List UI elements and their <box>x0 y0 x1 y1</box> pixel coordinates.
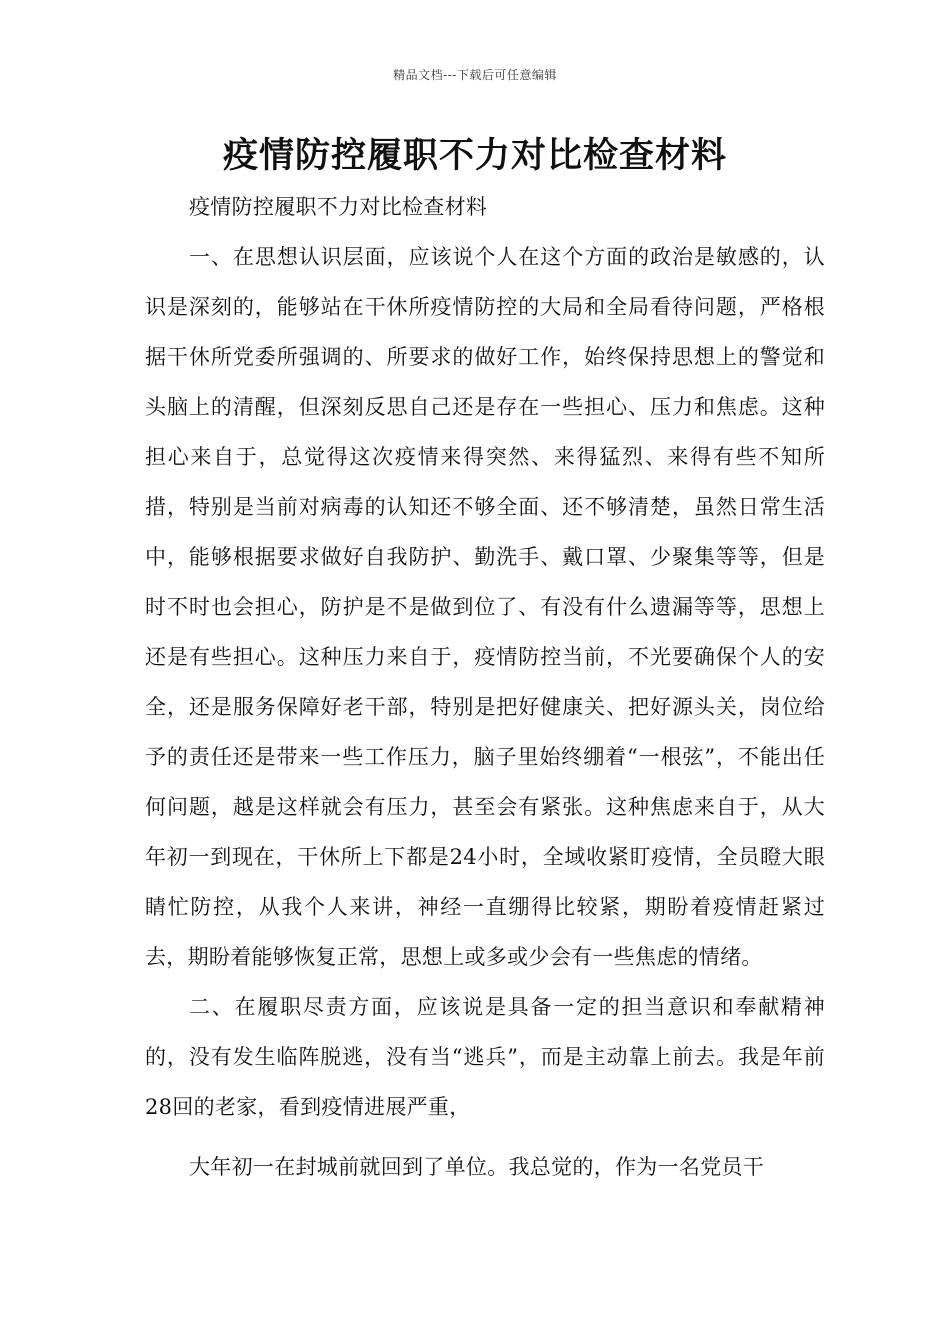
document-title: 疫情防控履职不力对比检查材料 <box>222 136 727 176</box>
header-note: 精品文档---下载后可任意编辑 <box>393 68 557 82</box>
paragraph-2: 二、在履职尽责方面，应该说是具备一定的担当意识和奉献精神的，没有发生临阵脱逃，没有当“逃兵”，而是主动靠上前去。我是年前28回的老家，看到疫情进展严重， <box>145 995 825 1119</box>
paragraph-3: 大年初一在封城前就回到了单位。我总觉的，作为一名党员干 <box>189 1155 765 1179</box>
paragraph-1: 一、在思想认识层面，应该说个人在这个方面的政治是敏感的，认识是深刻的，能够站在干休所疫情防控的大局和全局看待问题，严格根据干休所党委所强调的、所要求的做好工作，始终保持思想上的警觉和头脑上的清醒，但深刻反思自己还是存在一些担心、压力和焦虑。这种担心来自于，总觉得这次疫情来得突然、来得猛烈、来得有些不知所措，特别是当前对病毒的认知还不够全面、还不够清楚，虽然日常生活中，能够根据要求做好自我防护、勤洗手、戴口罩、少聚集等等，但是时不时也会担心，防护是不是做到位了、有没有什么遗漏等等，思想上还是有些担心。这种压力来自于，疫情防控当前，不光要确保个人的安全，还是服务保障好老干部，特别是把好健康关、把好源头关，岗位给予的责任还是带来一些工作压力，脑子里始终绷着“一根弦”，不能出任何问题，越是这样就会有压力，甚至会有紧张。这种焦虑来自于，从大年初一到现在，干休所上下都是24小时，全域收紧盯疫情，全员瞪大眼睛忙防控，从我个人来讲，神经一直绷得比较紧，期盼着疫情赶紧过去，期盼着能够恢复正常，思想上或多或少会有一些焦虑的情绪。 <box>145 245 825 969</box>
paragraph-gap <box>145 1132 825 1142</box>
paragraph-subtitle: 疫情防控履职不力对比检查材料 <box>189 195 488 219</box>
document-body <box>145 182 825 1192</box>
